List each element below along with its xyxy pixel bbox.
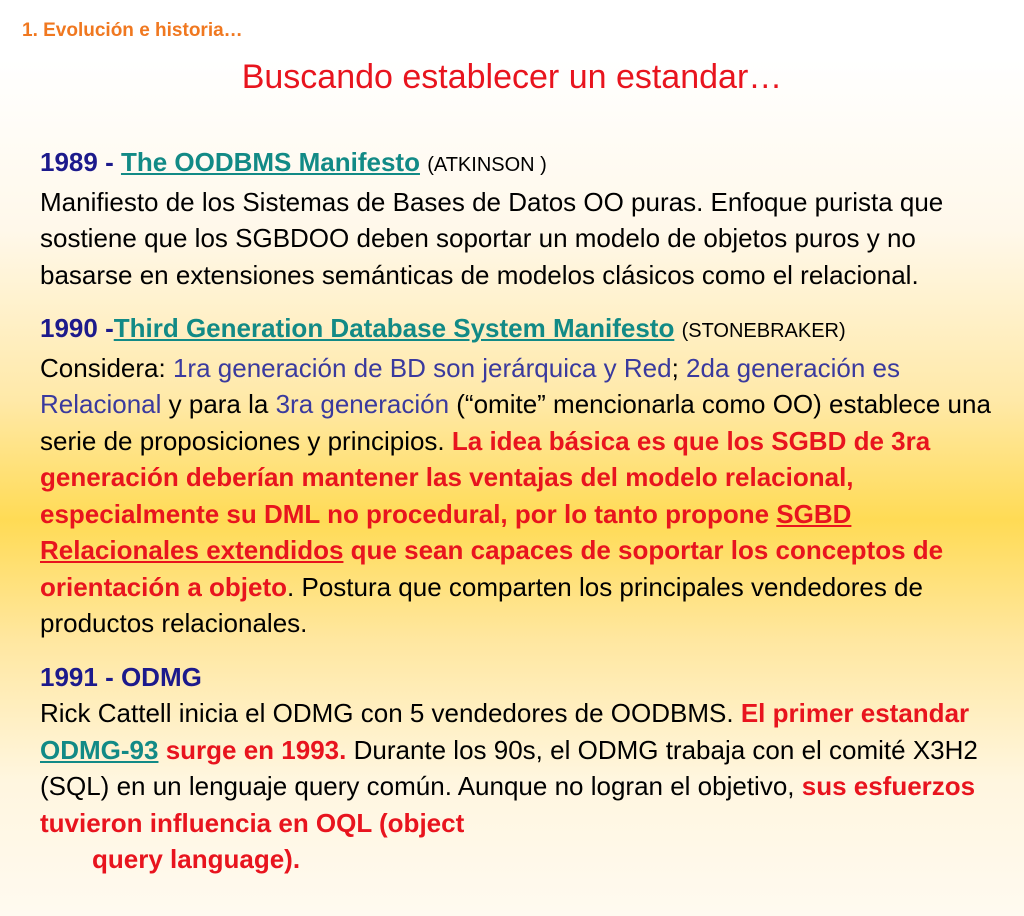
entry-1990-gen-1: 1ra generación de BD son jerárquica y Red (172, 352, 672, 383)
entry-1991-body (40, 695, 1015, 878)
entry-1991 (40, 659, 1015, 878)
entry-1990 (40, 310, 1015, 642)
slide-content (40, 144, 1015, 878)
entry-1990-heading (40, 310, 1015, 350)
entry-1991-highlight-4: query language). (92, 844, 301, 874)
section-label: 1. Evolución e historia… (22, 20, 243, 41)
slide-title: Buscando establecer un estandar… (241, 58, 783, 96)
entry-1990-year: 1990 - (40, 313, 114, 343)
oodbms-manifesto-link[interactable]: The OODBMS Manifesto (120, 147, 420, 177)
entry-1990-highlight-2: que sean capaces de soportar los conceptos de orientación a objeto (40, 535, 944, 602)
third-generation-manifesto-link[interactable]: Third Generation Database System Manifesto (113, 313, 675, 343)
entry-1989-author: (ATKINSON ) (427, 154, 547, 176)
entry-1991-text-1: Rick Cattell inicia el ODMG con 5 vendedores de OODBMS. (40, 698, 741, 728)
entry-1990-text-3: y para la (161, 389, 276, 419)
entry-1990-text-4: (“omite” mencionarla como OO) establece una serie de proposiciones y principios. (40, 389, 991, 456)
entry-1990-text-5: . Postura que comparten los principales vendedores de productos relacionales. (40, 571, 923, 638)
entry-1991-highlight-1: El primer estandar (740, 698, 970, 728)
entry-1991-text-2: Durante los 90s, el ODMG trabaja con el comité X3H2 (SQL) en un lenguaje query común. Aunque no logran el objetivo, (40, 734, 978, 801)
entry-1991-heading: 1991 - ODMG (40, 661, 202, 692)
entry-1990-text-2: ; (671, 352, 687, 383)
entry-1989-year: 1989 - (40, 147, 121, 177)
entry-1990-gen-2: 2da generación es Relacional (40, 352, 900, 419)
entry-1991-highlight-3: sus esfuerzos tuvieron influencia en OQL (object (40, 771, 976, 838)
entry-1991-highlight-2: surge en 1993. (158, 734, 347, 765)
entry-1989-body: Manifiesto de los Sistemas de Bases de Datos OO puras. Enfoque purista que sostiene que los SGBDOO deben soportar un modelo de objetos puros y no basarse en extensiones semánticas de modelos clásicos como el relacional. (40, 186, 944, 290)
entry-1989-heading (40, 144, 1015, 184)
entry-1990-gen-3: 3ra generación (275, 389, 450, 419)
odmg-93-link[interactable]: ODMG-93 (40, 734, 159, 765)
entry-1990-author: (STONEBRAKER) (681, 320, 846, 342)
entry-1990-body (40, 350, 1015, 642)
entry-1989 (40, 144, 1015, 293)
sgbd-relacionales-extendidos-link[interactable]: SGBD Relacionales extendidos (40, 498, 852, 565)
entry-1990-highlight-1: La idea básica es que los SGBD de 3ra generación deberían mantener las ventajas del modelo relacional, especialmente su DML no procedural, por lo tanto propone (40, 425, 931, 529)
entry-1990-text-1: Considera: (40, 352, 173, 383)
